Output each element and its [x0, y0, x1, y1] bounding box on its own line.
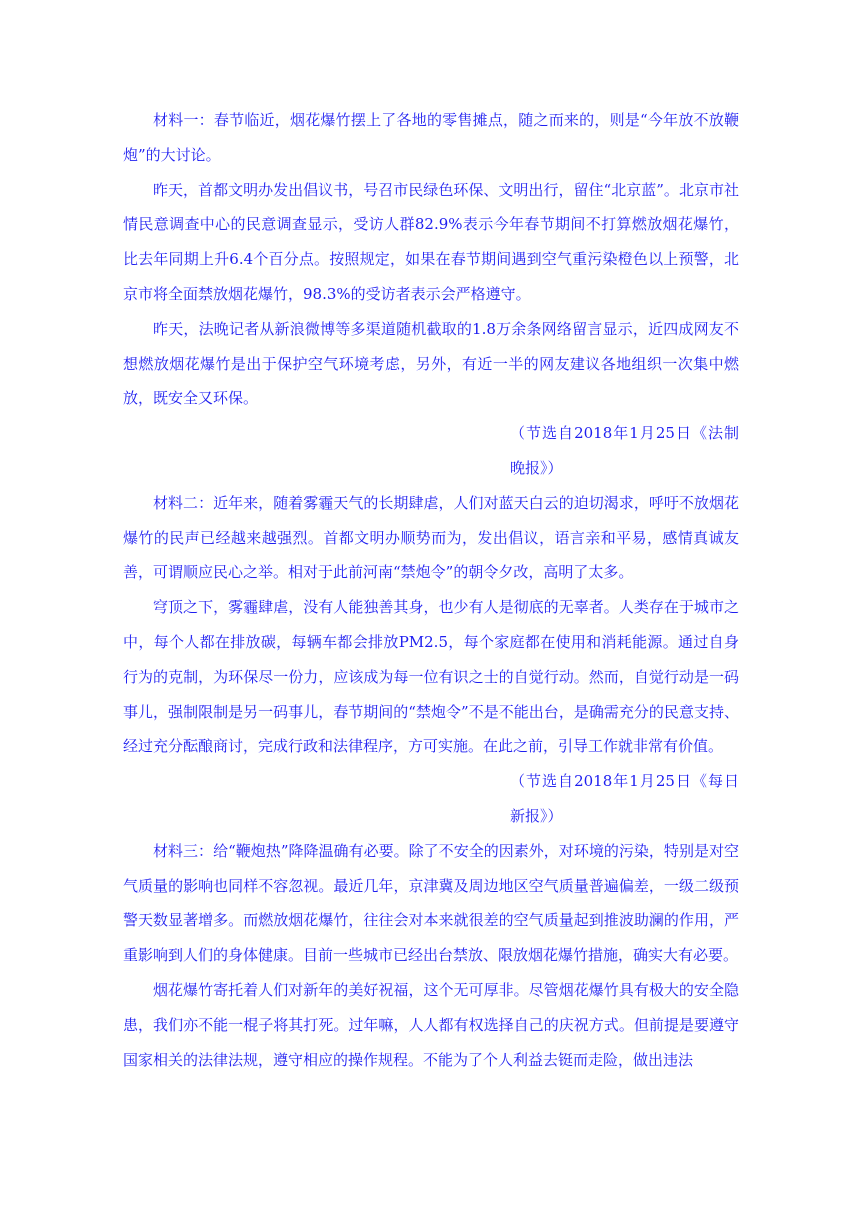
source-citation-fazhi-wanbao: （节选自2018年1月25日《法制晚报》）: [510, 424, 739, 477]
paragraph-netizen-opinion: 昨天，法晚记者从新浪微博等多渠道随机截取的1.8万余条网络留言显示，近四成网友不想燃放烟花爆竹是出于保护空气环境考虑，另外，有近一半的网友建议各地组织一次集中燃放，既安全又环保。: [123, 319, 739, 408]
paragraph-beijing-survey: 昨天，首都文明办发出倡议书，号召市民绿色环保、文明出行，留住“北京蓝”。北京市社情民意调查中心的民意调查显示，受访人群82.9%表示今年春节期间不打算燃放烟花爆竹，比去年同期上升6.4个百分点。按照规定，如果在春节期间遇到空气重污染橙色以上预警，北京市将全面禁放烟花爆竹，98.3%的受访者表示会严格遵守。: [123, 180, 739, 303]
paragraph-material-two-intro: 材料二：近年来，随着雾霾天气的长期肆虐，人们对蓝天白云的迫切渴求，呼吁不放烟花爆竹的民声已经越来越强烈。首都文明办顺势而为，发出倡议，语言亲和平易，感情真诚友善，可谓顺应民心之举。相对于此前河南“禁炮令”的朝令夕改，高明了太多。: [123, 493, 739, 582]
paragraph-material-one-intro: 材料一：春节临近，烟花爆竹摆上了各地的零售摊点，随之而来的，则是“今年放不放鞭炮”的大讨论。: [123, 111, 739, 164]
source-citation-meiri-xinbao: （节选自2018年1月25日《每日新报》）: [510, 772, 739, 825]
paragraph-material-three-intro: 材料三：给“鞭炮热”降降温确有必要。除了不安全的因素外，对环境的污染，特别是对空气质量的影响也同样不容忽视。最近几年，京津冀及周边地区空气质量普遍偏差，一级二级预警天数显著增多。而燃放烟花爆竹，往往会对本来就很差的空气质量起到推波助澜的作用，严重影响到人们的身体健康。目前一些城市已经出台禁放、限放烟花爆竹措施，确实大有必要。: [123, 841, 739, 965]
paragraph-smog-responsibility: 穹顶之下，雾霾肆虐，没有人能独善其身，也少有人是彻底的无辜者。人类存在于城市之中，每个人都在排放碳，每辆车都会排放PM2.5，每个家庭都在使用和消耗能源。通过自身行为的克制，为环保尽一份力，应该成为每一位有识之士的自觉行动。然而，自觉行动是一码事儿，强制限制是另一码事儿，春节期间的“禁炮令”不是不能出台，是确需充分的民意支持、经过充分酝酿商讨，完成行政和法律程序，方可实施。在此之前，引导工作就非常有价值。: [123, 598, 739, 756]
paragraph-fireworks-blessing: 烟花爆竹寄托着人们对新年的美好祝福，这个无可厚非。尽管烟花爆竹具有极大的安全隐患，我们亦不能一棍子将其打死。过年嘛，人人都有权选择自己的庆祝方式。但前提是要遵守国家相关的法律法规，遵守相应的操作规程。不能为了个人利益去铤而走险，做出违法: [123, 980, 739, 1069]
document-body: [123, 103, 739, 1077]
